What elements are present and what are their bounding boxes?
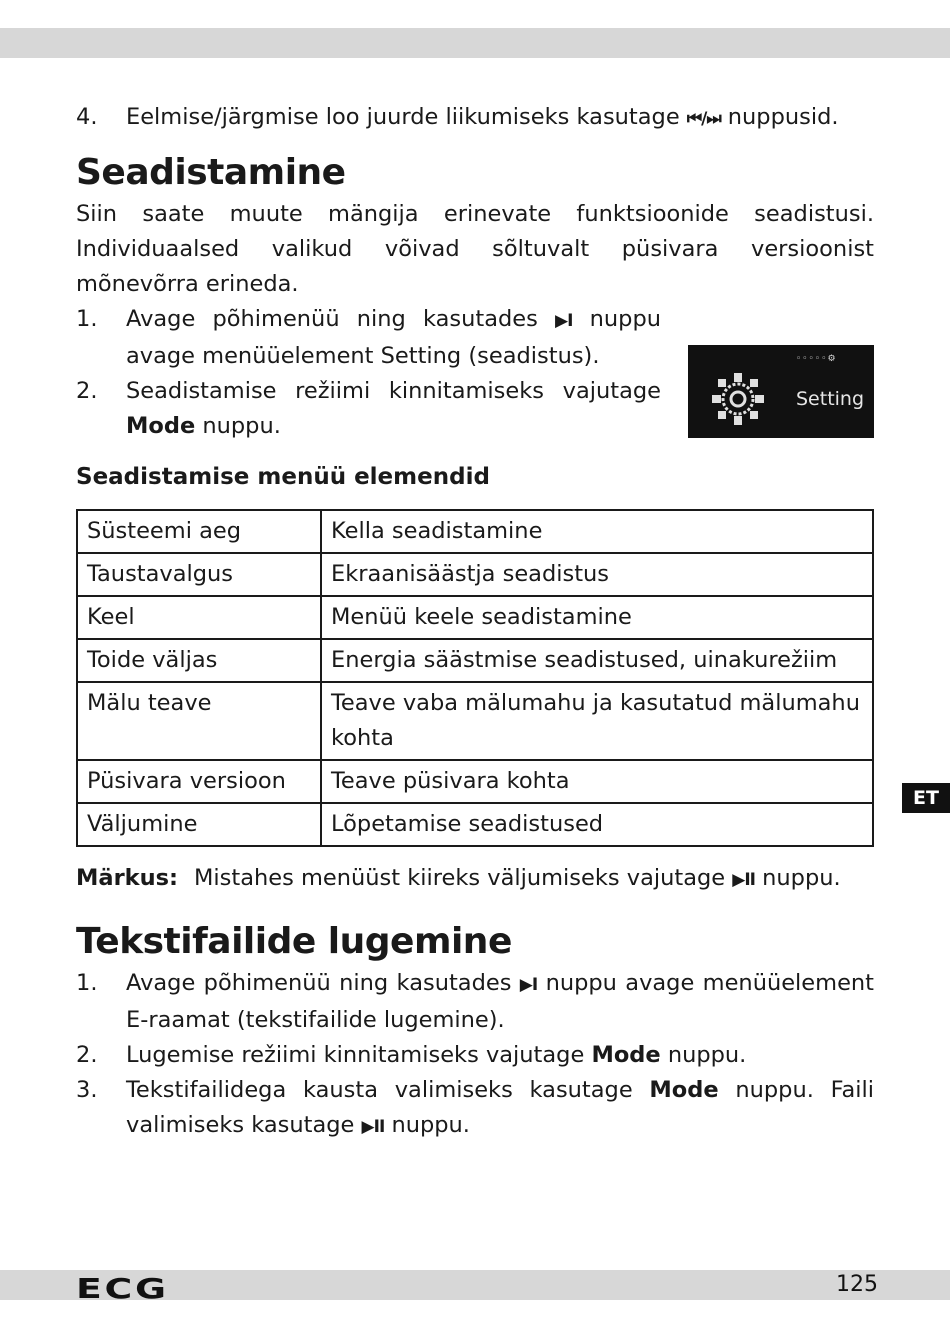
mode-keyword: Mode (126, 413, 196, 439)
item-text: Avage põhimenüü ning kasutades (126, 306, 538, 332)
table-row (77, 682, 873, 760)
table-cell: Taustavalgus (77, 553, 321, 596)
play-pause-icon: ▶II (361, 1117, 385, 1137)
table-row (77, 596, 873, 639)
note-tail: nuppu. (762, 865, 841, 891)
note (76, 861, 874, 898)
item-text-tail: nuppu. (391, 1112, 470, 1138)
note-label: Märkus: (76, 865, 179, 891)
item-text-tail: nuppu avage menüüelement Setting (seadistus). (126, 306, 661, 369)
table-row (77, 553, 873, 596)
table-cell: Kella seadistamine (321, 510, 873, 553)
section-paragraph: Siin saate muute mängija erinevate funktsioonide seadistusi. Individuaalsed valikud võivad sõltuvalt püsivara versioonist mõnevõrra erineda. (76, 201, 874, 297)
table-row (77, 639, 873, 682)
table-cell: Väljumine (77, 803, 321, 846)
mode-keyword: Mode (591, 1042, 661, 1068)
list-number: 1. (76, 306, 98, 332)
item-text-tail: nuppu. (667, 1042, 747, 1068)
language-tab: ET (902, 783, 950, 813)
section-title-tekstifailide: Tekstifailide lugemine (76, 921, 512, 962)
table-cell: Lõpetamise seadistused (321, 803, 873, 846)
item-text-tail: nuppusid. (727, 104, 839, 130)
list-item (76, 966, 874, 1038)
play-next-icon: ▶I (555, 311, 573, 331)
table-cell: Teave vaba mälumahu ja kasutatud mälumahu kohta (321, 682, 873, 760)
top-header-bar (0, 28, 950, 58)
table-row (77, 760, 873, 803)
list-item (76, 302, 661, 374)
gear-icon (710, 371, 766, 427)
note-text: Mistahes menüüst kiireks väljumiseks vajutage (194, 865, 726, 891)
list-number: 2. (76, 378, 98, 404)
section-title-seadistamine: Seadistamine (76, 152, 346, 193)
list-item (76, 100, 874, 137)
item-text-tail: nuppu. (202, 413, 281, 439)
play-next-icon: ▶I (519, 975, 538, 995)
item-text: Avage põhimenüü ning kasutades (126, 970, 512, 996)
list-number: 3. (76, 1077, 98, 1103)
setting-screen-image (688, 345, 874, 438)
item-text: Lugemise režiimi kinnitamiseks vajutage (126, 1042, 585, 1068)
page-content (76, 100, 874, 1145)
settings-menu-table (76, 509, 874, 847)
list-number: 1. (76, 970, 98, 996)
table-cell: Keel (77, 596, 321, 639)
list-number: 4. (76, 104, 98, 130)
table-cell: Energia säästmise seadistused, uinakurežiim (321, 639, 873, 682)
mode-keyword: Mode (649, 1077, 719, 1103)
list-item (76, 374, 661, 444)
screen-dots: ◦◦◦◦◦⚙ (796, 354, 837, 364)
table-cell: Püsivara versioon (77, 760, 321, 803)
table-cell: Mälu teave (77, 682, 321, 760)
ecg-logo: ECG (76, 1272, 169, 1305)
list-item (76, 1073, 874, 1145)
table-cell: Süsteemi aeg (77, 510, 321, 553)
table-row (77, 803, 873, 846)
page-number: 125 (836, 1272, 878, 1297)
list-number: 2. (76, 1042, 98, 1068)
item-text-tail: nuppu avage menüüelement E-raamat (tekstifailide lugemine). (126, 970, 874, 1033)
item-text-mid: nuppu. Faili valimiseks kasutage (126, 1077, 874, 1138)
table-cell: Menüü keele seadistamine (321, 596, 873, 639)
table-cell: Toide väljas (77, 639, 321, 682)
item-text: Tekstifailidega kausta valimiseks kasutage (126, 1077, 633, 1103)
table-row (77, 510, 873, 553)
play-pause-icon: ▶II (732, 870, 755, 890)
table-cell: Ekraanisäästja seadistus (321, 553, 873, 596)
table-cell: Teave püsivara kohta (321, 760, 873, 803)
menu-subtitle: Seadistamise menüü elemendid (76, 464, 490, 490)
screen-label: Setting (796, 388, 865, 410)
prev-next-icon: ⏮/⏭ (686, 109, 721, 129)
item-text: Seadistamise režiimi kinnitamiseks vajutage (126, 378, 661, 404)
item-text: Eelmise/järgmise loo juurde liikumiseks kasutage (126, 104, 680, 130)
list-item (76, 1038, 874, 1073)
